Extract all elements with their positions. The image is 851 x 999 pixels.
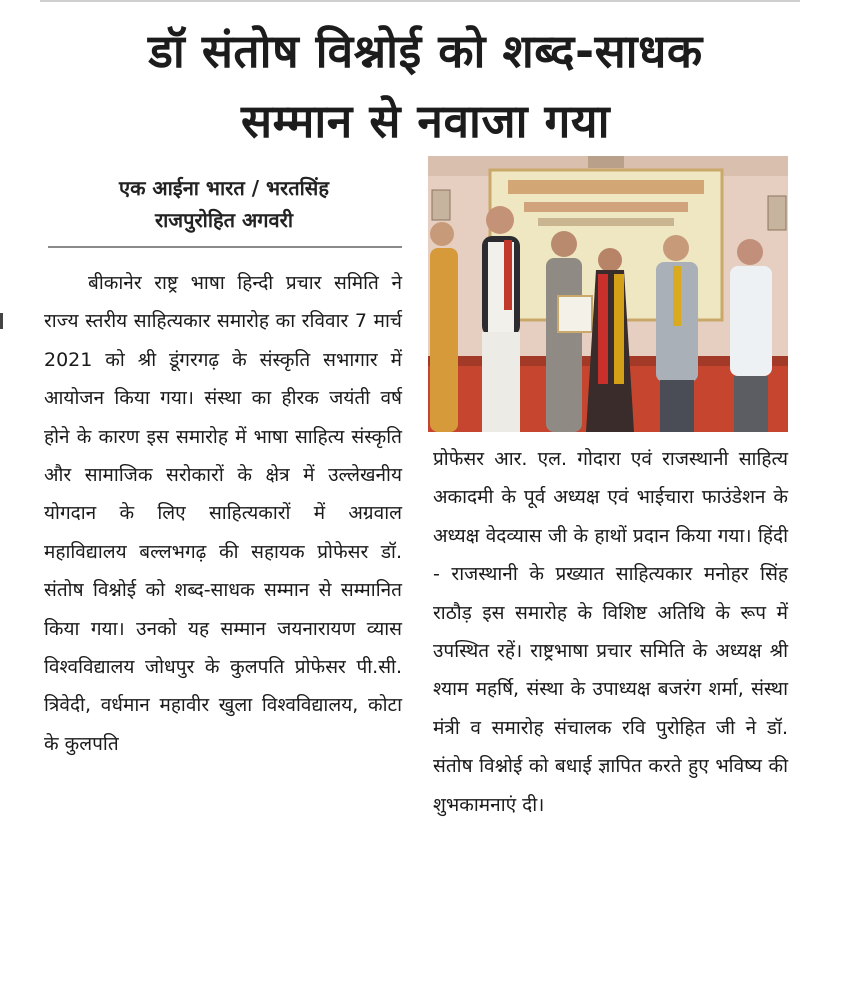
- byline-line-2: राजपुरोहित अगवरी: [154, 208, 294, 232]
- body-paragraph-right: प्रोफेसर आर. एल. गोदारा एवं राजस्थानी साहित्य अकादमी के पूर्व अध्यक्ष एवं भाईचारा फाउंडेशन के अध्यक्ष वेदव्यास जी के हाथों प्रदान किया गया। हिंदी - राजस्थानी के प्रख्यात साहित्यकार मनोहर सिंह राठौड़ इस समारोह के विशिष्ट अतिथि के रूप में उपस्थित रहें। राष्ट्रभाषा प्रचार समिति के अध्यक्ष श्री श्याम महर्षि, संस्था के उपाध्यक्ष बजरंग शर्मा, संस्था मंत्री व समारोह संचालक रवि पुरोहित जी ने डॉ. संतोष विश्नोई को बधाई ज्ञापित करते हुए भविष्य की शुभकामनाएं दी।: [433, 448, 788, 816]
- headline-line-1: डॉ संतोष विश्नोई को शब्द-साधक: [148, 24, 703, 78]
- event-photo: [428, 156, 788, 432]
- headline: [20, 16, 831, 156]
- body-paragraph-left: बीकानेर राष्ट्र भाषा हिन्दी प्रचार समिति ने राज्य स्तरीय साहित्यकार समारोह का रविवार 7 मार्च 2021 को श्री डूंगरगढ़ के संस्कृति सभागार में आयोजन किया गया। संस्था का हीरक जयंती वर्ष होने के कारण इस समारोह में भाषा साहित्य संस्कृति और सामाजिक सरोकारों के क्षेत्र में उल्लेखनीय योगदान के लिए साहित्यकारों में अग्रवाल महाविद्यालय बल्लभगढ़ की सहायक प्रोफेसर डॉ. संतोष विश्नोई को शब्द-साधक सम्मान से सम्मानित किया गया। उनको यह सम्मान जयनारायण व्यास विश्वविद्यालय जोधपुर के कुलपति प्रोफेसर पी.सी. त्रिवेदी, वर्धमान महावीर खुला विश्वविद्यालय, कोटा के कुलपति: [44, 272, 402, 755]
- byline: [48, 172, 400, 236]
- top-rule: [40, 0, 800, 2]
- body-column-left: [44, 264, 402, 763]
- body-column-right: [433, 440, 788, 824]
- byline-divider: [48, 246, 402, 248]
- edge-mark: [0, 313, 3, 329]
- byline-line-1: एक आईना भारत / भरतसिंह: [119, 176, 329, 200]
- headline-line-2: सम्मान से नवाजा गया: [241, 94, 610, 148]
